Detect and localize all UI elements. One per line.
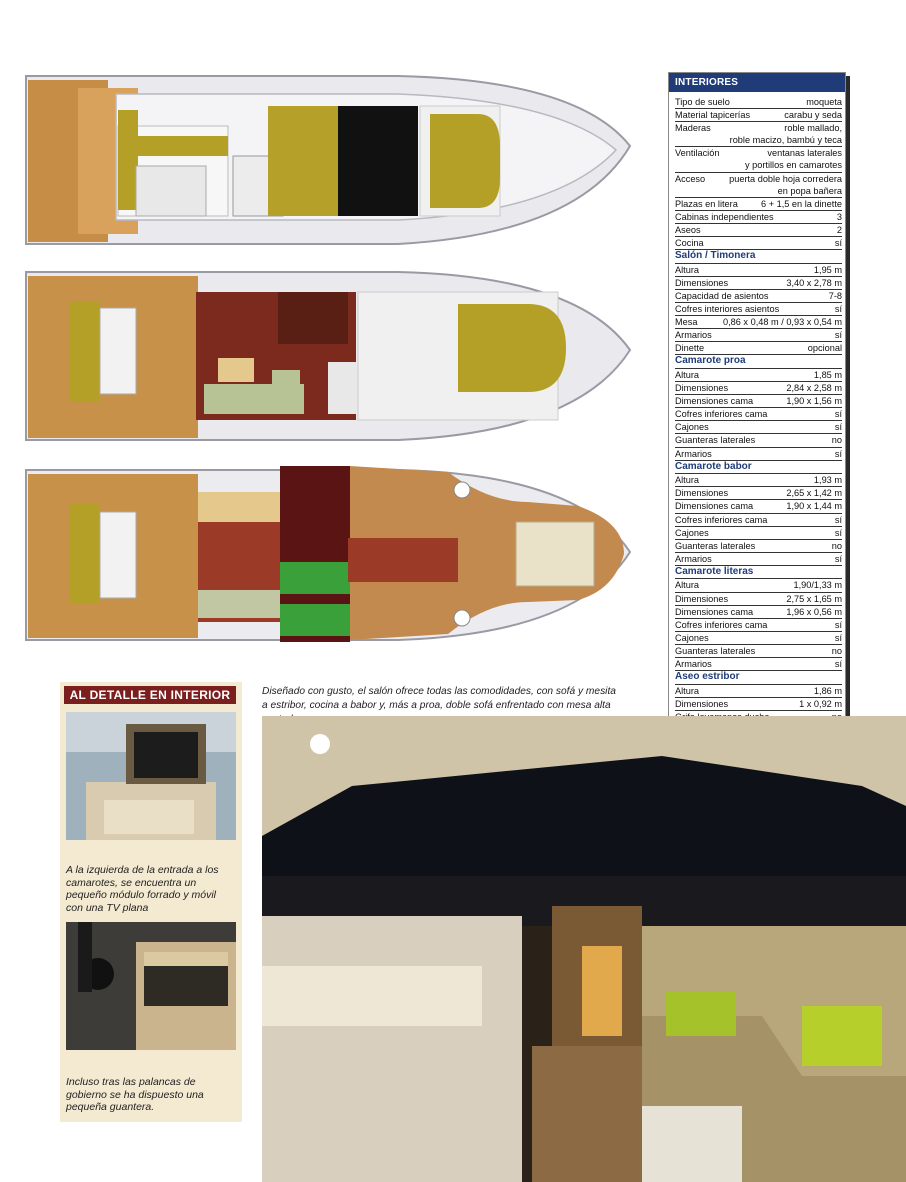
- spec-value: 6 + 1,5 en la dinette: [761, 198, 842, 209]
- spec-value: 1,90/1,33 m: [793, 580, 842, 591]
- spec-value: sí: [834, 514, 842, 525]
- spec-row: [675, 685, 842, 698]
- spec-row: [675, 408, 842, 421]
- spec-label: Altura: [675, 685, 700, 696]
- spec-label: Cajones: [675, 632, 709, 643]
- spec-value: sí: [834, 304, 842, 314]
- spec-row: [675, 500, 842, 513]
- spec-label: Dimensiones cama: [675, 606, 754, 617]
- spec-label: Altura: [675, 475, 700, 486]
- spec-label: Altura: [675, 264, 700, 275]
- spec-row: [675, 645, 842, 658]
- spec-label: Dimensiones: [675, 593, 729, 604]
- spec-label: Dimensiones cama: [675, 501, 754, 512]
- spec-section-heading: Camarote proa: [675, 355, 842, 369]
- spec-value: 1,95 m: [813, 264, 842, 275]
- spec-row: [675, 632, 842, 645]
- spec-row: [675, 264, 842, 277]
- spec-row: [675, 290, 842, 303]
- detail-caption-1: A la izquierda de la entrada a los camarotes, se encuentra un pequeño módulo forrado y móvil con una TV plana: [66, 864, 219, 914]
- spec-value: no: [831, 540, 842, 551]
- spec-value: carabu y seda: [784, 110, 842, 121]
- spec-value: 2: [836, 224, 842, 235]
- spec-row: [675, 96, 842, 109]
- spec-value: 0,86 x 0,48 m / 0,93 x 0,54 m: [723, 317, 842, 328]
- spec-label: Aseos: [675, 224, 701, 235]
- spec-label: Capacidad de asientos: [675, 290, 769, 301]
- spec-value: 3: [836, 211, 842, 222]
- spec-row: [675, 619, 842, 632]
- spec-label: Dinette: [675, 343, 705, 354]
- spec-value: sí: [834, 553, 842, 564]
- spec-row: [675, 606, 842, 619]
- spec-row: [675, 514, 842, 527]
- deck-plan-main: [18, 262, 634, 446]
- spec-value-continued: en popa bañera: [777, 185, 842, 196]
- spec-row: [675, 527, 842, 540]
- spec-label: Cajones: [675, 422, 709, 433]
- spec-row: [675, 224, 842, 237]
- spec-row: [675, 487, 842, 500]
- spec-label: Cofres inferiores cama: [675, 514, 768, 525]
- spec-row: [675, 277, 842, 290]
- spec-value: 2,75 x 1,65 m: [786, 593, 842, 604]
- spec-label: Ventilación: [675, 148, 720, 159]
- tv-module-photo: [66, 712, 236, 840]
- spec-row: [675, 540, 842, 553]
- spec-value: 7-8: [828, 290, 842, 301]
- spec-value: 2,84 x 2,58 m: [786, 383, 842, 394]
- detail-caption-2: Incluso tras las palancas de gobierno se ha dispuesto una pequeña guantera.: [66, 1076, 204, 1113]
- deck-plan-lower: [18, 462, 634, 644]
- spec-row: [675, 122, 842, 147]
- spec-row: [675, 658, 842, 671]
- spec-row: [675, 698, 842, 711]
- salon-photo: [262, 716, 906, 1182]
- spec-value: moqueta: [806, 97, 842, 107]
- detail-sidebar: [60, 682, 242, 1122]
- spec-label: Dimensiones: [675, 277, 729, 288]
- spec-section-heading: Aseo estribor: [675, 671, 842, 685]
- spec-label: Armarios: [675, 448, 712, 459]
- spec-row: [675, 434, 842, 447]
- spec-label: Dimensiones: [675, 698, 729, 709]
- spec-value: sí: [834, 659, 842, 670]
- spec-value: sí: [834, 330, 842, 341]
- spec-value: puerta doble hoja corredera: [729, 173, 842, 184]
- spec-value: 1,85 m: [813, 369, 842, 380]
- spec-label: Armarios: [675, 553, 712, 564]
- spec-label: Altura: [675, 580, 700, 591]
- spec-label: Cofres inferiores cama: [675, 409, 768, 420]
- spec-value: opcional: [807, 343, 842, 354]
- spec-label: Maderas: [675, 123, 711, 134]
- spec-label: Tipo de suelo: [675, 97, 730, 107]
- spec-label: Armarios: [675, 330, 712, 341]
- spec-label: Dimensiones: [675, 383, 729, 394]
- spec-value: sí: [834, 632, 842, 643]
- spec-row: [675, 448, 842, 461]
- spec-label: Dimensiones: [675, 488, 729, 499]
- spec-value: 1,90 x 1,56 m: [786, 396, 842, 407]
- spec-section-heading: Salón / Timonera: [675, 250, 842, 264]
- spec-value: 1,86 m: [813, 685, 842, 696]
- spec-row: [675, 198, 842, 211]
- spec-label: Plazas en litera: [675, 198, 738, 209]
- spec-label: Mesa: [675, 317, 698, 328]
- spec-value: no: [831, 645, 842, 656]
- spec-value: 1,90 x 1,44 m: [786, 501, 842, 512]
- spec-label: Guanteras laterales: [675, 645, 756, 656]
- specs-title: INTERIORES: [669, 73, 845, 92]
- spec-value: 1,93 m: [813, 475, 842, 486]
- spec-row: [675, 237, 842, 250]
- spec-value: sí: [834, 238, 842, 249]
- spec-label: Cofres inferiores cama: [675, 619, 768, 630]
- spec-label: Dimensiones cama: [675, 396, 754, 407]
- spec-row: [675, 382, 842, 395]
- spec-label: Guanteras laterales: [675, 435, 756, 446]
- spec-value: roble mallado,: [784, 123, 842, 134]
- spec-label: Cabinas independientes: [675, 211, 774, 222]
- spec-row: [675, 593, 842, 606]
- spec-row: [675, 316, 842, 329]
- spec-label: Material tapicerías: [675, 110, 751, 121]
- spec-label: Altura: [675, 369, 700, 380]
- spec-row: [675, 211, 842, 224]
- spec-section-heading: Camarote literas: [675, 566, 842, 580]
- spec-row: [675, 395, 842, 408]
- spec-label: Cofres interiores asientos: [675, 304, 780, 314]
- spec-section-heading: Camarote babor: [675, 461, 842, 475]
- spec-row: [675, 147, 842, 172]
- deck-plan-flybridge: [18, 66, 634, 256]
- photo-caption: Diseñado con gusto, el salón ofrece todas las comodidades, con sofá y mesita a estribor, cocina a babor y, más a proa, doble sofá enfrentado con mesa alta: [262, 686, 616, 711]
- spec-value: 2,65 x 1,42 m: [786, 488, 842, 499]
- spec-row: [675, 421, 842, 434]
- spec-row: [675, 303, 842, 316]
- spec-row: [675, 369, 842, 382]
- spec-value: sí: [834, 448, 842, 459]
- spec-value: 1 x 0,92 m: [799, 698, 842, 709]
- detail-title: AL DETALLE EN INTERIOR: [64, 686, 236, 704]
- spec-row: [675, 579, 842, 592]
- glovebox-photo: [66, 922, 236, 1050]
- spec-row: [675, 109, 842, 122]
- spec-label: Acceso: [675, 173, 706, 184]
- spec-label: Armarios: [675, 659, 712, 670]
- spec-row: [675, 553, 842, 566]
- spec-row: [675, 173, 842, 198]
- spec-row: [675, 329, 842, 342]
- spec-value: 1,96 x 0,56 m: [786, 606, 842, 617]
- spec-value-continued: y portillos en camarotes: [744, 160, 842, 171]
- spec-value: no: [831, 435, 842, 446]
- spec-label: Guanteras laterales: [675, 540, 756, 551]
- spec-label: Cajones: [675, 527, 709, 538]
- spec-row: [675, 342, 842, 355]
- spec-value-continued: roble macizo, bambú y teca: [729, 135, 842, 146]
- spec-label: Cocina: [675, 238, 704, 249]
- spec-value: sí: [834, 409, 842, 420]
- spec-value: ventanas laterales: [767, 148, 842, 159]
- spec-row: [675, 474, 842, 487]
- spec-value: 3,40 x 2,78 m: [786, 277, 842, 288]
- spec-value: sí: [834, 422, 842, 433]
- spec-value: sí: [834, 527, 842, 538]
- spec-value: sí: [834, 619, 842, 630]
